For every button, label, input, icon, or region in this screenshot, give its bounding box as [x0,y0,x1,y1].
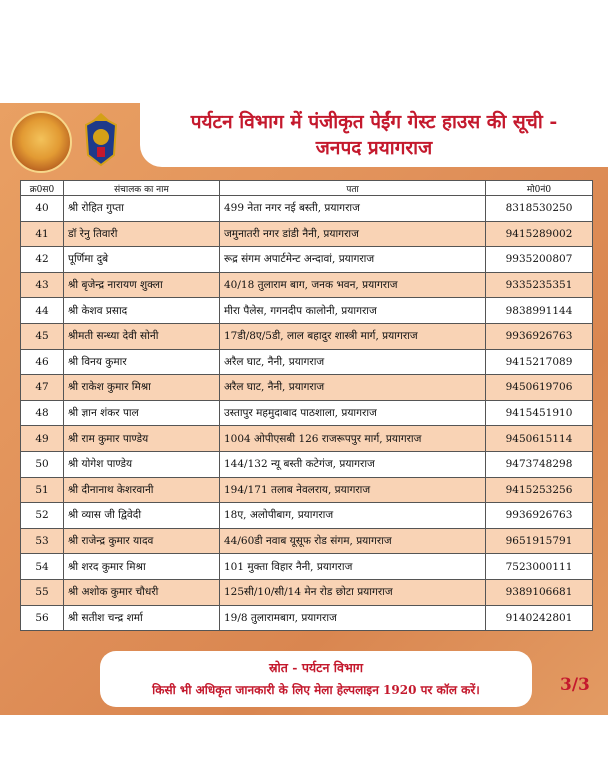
cell-mobile: 7523000111 [486,554,593,580]
cell-address: मीरा पैलेस, गगनदीप कालोनी, प्रयागराज [220,298,486,324]
title-line-2: जनपद प्रयागराज [315,137,433,159]
cell-sr: 44 [21,298,64,324]
cell-sr: 41 [21,221,64,247]
cell-name: श्री सतीश चन्द्र शर्मा [64,605,220,631]
table-row [21,426,593,452]
col-header-mobile: मो0नं0 [486,181,593,196]
cell-sr: 51 [21,477,64,503]
cell-sr: 54 [21,554,64,580]
up-police-emblem-icon [78,111,124,169]
cell-name: श्री ज्ञान शंकर पाल [64,400,220,426]
table-row [21,272,593,298]
cell-mobile: 9450619706 [486,375,593,401]
table-row [21,375,593,401]
cell-mobile: 9838991144 [486,298,593,324]
cell-sr: 50 [21,451,64,477]
cell-sr: 48 [21,400,64,426]
cell-mobile: 9335235351 [486,272,593,298]
cell-name: श्री अशोक कुमार चौधरी [64,579,220,605]
cell-mobile: 9936926763 [486,503,593,529]
cell-address: 18ए, अलोपीबाग, प्रयागराज [220,503,486,529]
table-row [21,579,593,605]
cell-address: अरैल घाट, नैनी, प्रयागराज [220,349,486,375]
cell-name: पूर्णिमा दुबे [64,247,220,273]
cell-address: 17डी/8ए/5डी, लाल बहादुर शास्त्री मार्ग, प्रयागराज [220,323,486,349]
cell-sr: 56 [21,605,64,631]
table-row [21,554,593,580]
page-indicator: 3/3 [560,675,590,695]
cell-sr: 42 [21,247,64,273]
cell-name: डॉ रेनु तिवारी [64,221,220,247]
cell-address: 44/60डी नवाब यूसूफ रोड संगम, प्रयागराज [220,528,486,554]
table-row [21,451,593,477]
table-row [21,349,593,375]
cell-name: श्री व्यास जी द्विवेदी [64,503,220,529]
cell-address: 1004 ओपीएसबी 126 राजरूपपुर मार्ग, प्रयागराज [220,426,486,452]
cell-mobile: 9389106681 [486,579,593,605]
cell-address: 194/171 तलाब नेवलराय, प्रयागराज [220,477,486,503]
cell-mobile: 9415253256 [486,477,593,503]
table-row [21,196,593,222]
table-row [21,528,593,554]
cell-address: 499 नेता नगर नई बस्ती, प्रयागराज [220,196,486,222]
cell-sr: 52 [21,503,64,529]
cell-name: श्री बृजेन्द्र नारायण शुक्ला [64,272,220,298]
col-header-address: पता [220,181,486,196]
cell-mobile: 9140242801 [486,605,593,631]
cell-name: श्री योगेश पाण्डेय [64,451,220,477]
table-row [21,605,593,631]
cell-mobile: 9936926763 [486,323,593,349]
col-header-sr: क्र0स0 [21,181,64,196]
table-row [21,323,593,349]
cell-name: श्री राजेन्द्र कुमार यादव [64,528,220,554]
helpline-text: किसी भी अधिकृत जानकारी के लिए मेला हेल्पलाइन 1920 पर कॉल करें। [152,683,480,697]
cell-address: 101 मुक्ता विहार नैनी, प्रयागराज [220,554,486,580]
cell-name: श्री केशव प्रसाद [64,298,220,324]
cell-address: अरैल घाट, नैनी, प्रयागराज [220,375,486,401]
poster [0,103,608,715]
cell-name: श्री विनय कुमार [64,349,220,375]
cell-mobile: 9450615114 [486,426,593,452]
kumbh-logo-icon [10,111,72,173]
cell-address: जमुनातरी नगर डांडी नैनी, प्रयागराज [220,221,486,247]
cell-address: रूद्र संगम अपार्टमेन्ट अन्दावां, प्रयागराज [220,247,486,273]
cell-sr: 53 [21,528,64,554]
cell-name: श्री रोहित गुप्ता [64,196,220,222]
cell-sr: 46 [21,349,64,375]
cell-mobile: 9935200807 [486,247,593,273]
cell-name: श्रीमती सन्ध्या देवी सोनी [64,323,220,349]
guest-house-table [20,180,586,631]
col-header-name: संचालक का नाम [64,181,220,196]
page-title [140,109,608,161]
title-line-1: पर्यटन विभाग में पंजीकृत पेईंग गेस्ट हाउस की सूची - [190,111,558,133]
cell-sr: 43 [21,272,64,298]
cell-mobile: 9415289002 [486,221,593,247]
cell-mobile: 8318530250 [486,196,593,222]
cell-name: श्री राम कुमार पाण्डेय [64,426,220,452]
table-row [21,503,593,529]
table-row [21,221,593,247]
cell-sr: 40 [21,196,64,222]
cell-name: श्री राकेश कुमार मिश्रा [64,375,220,401]
table-row [21,247,593,273]
table-header-row [21,181,593,196]
cell-sr: 49 [21,426,64,452]
cell-address: उस्तापुर महमुदाबाद पाठशाला, प्रयागराज [220,400,486,426]
cell-address: 19/8 तुलारामबाग, प्रयागराज [220,605,486,631]
table-row [21,400,593,426]
cell-mobile: 9473748298 [486,451,593,477]
table-row [21,298,593,324]
cell-address: 125सी/10/सी/14 मेन रोड छोटा प्रयागराज [220,579,486,605]
cell-mobile: 9415451910 [486,400,593,426]
cell-name: श्री शरद कुमार मिश्रा [64,554,220,580]
cell-name: श्री दीनानाथ केशरवानी [64,477,220,503]
cell-mobile: 9415217089 [486,349,593,375]
source-text: स्रोत - पर्यटन विभाग [268,660,364,675]
cell-sr: 47 [21,375,64,401]
cell-sr: 55 [21,579,64,605]
table-row [21,477,593,503]
cell-address: 40/18 तुलाराम बाग, जनक भवन, प्रयागराज [220,272,486,298]
cell-mobile: 9651915791 [486,528,593,554]
cell-address: 144/132 न्यू बस्ती कटेगंज, प्रयागराज [220,451,486,477]
cell-sr: 45 [21,323,64,349]
